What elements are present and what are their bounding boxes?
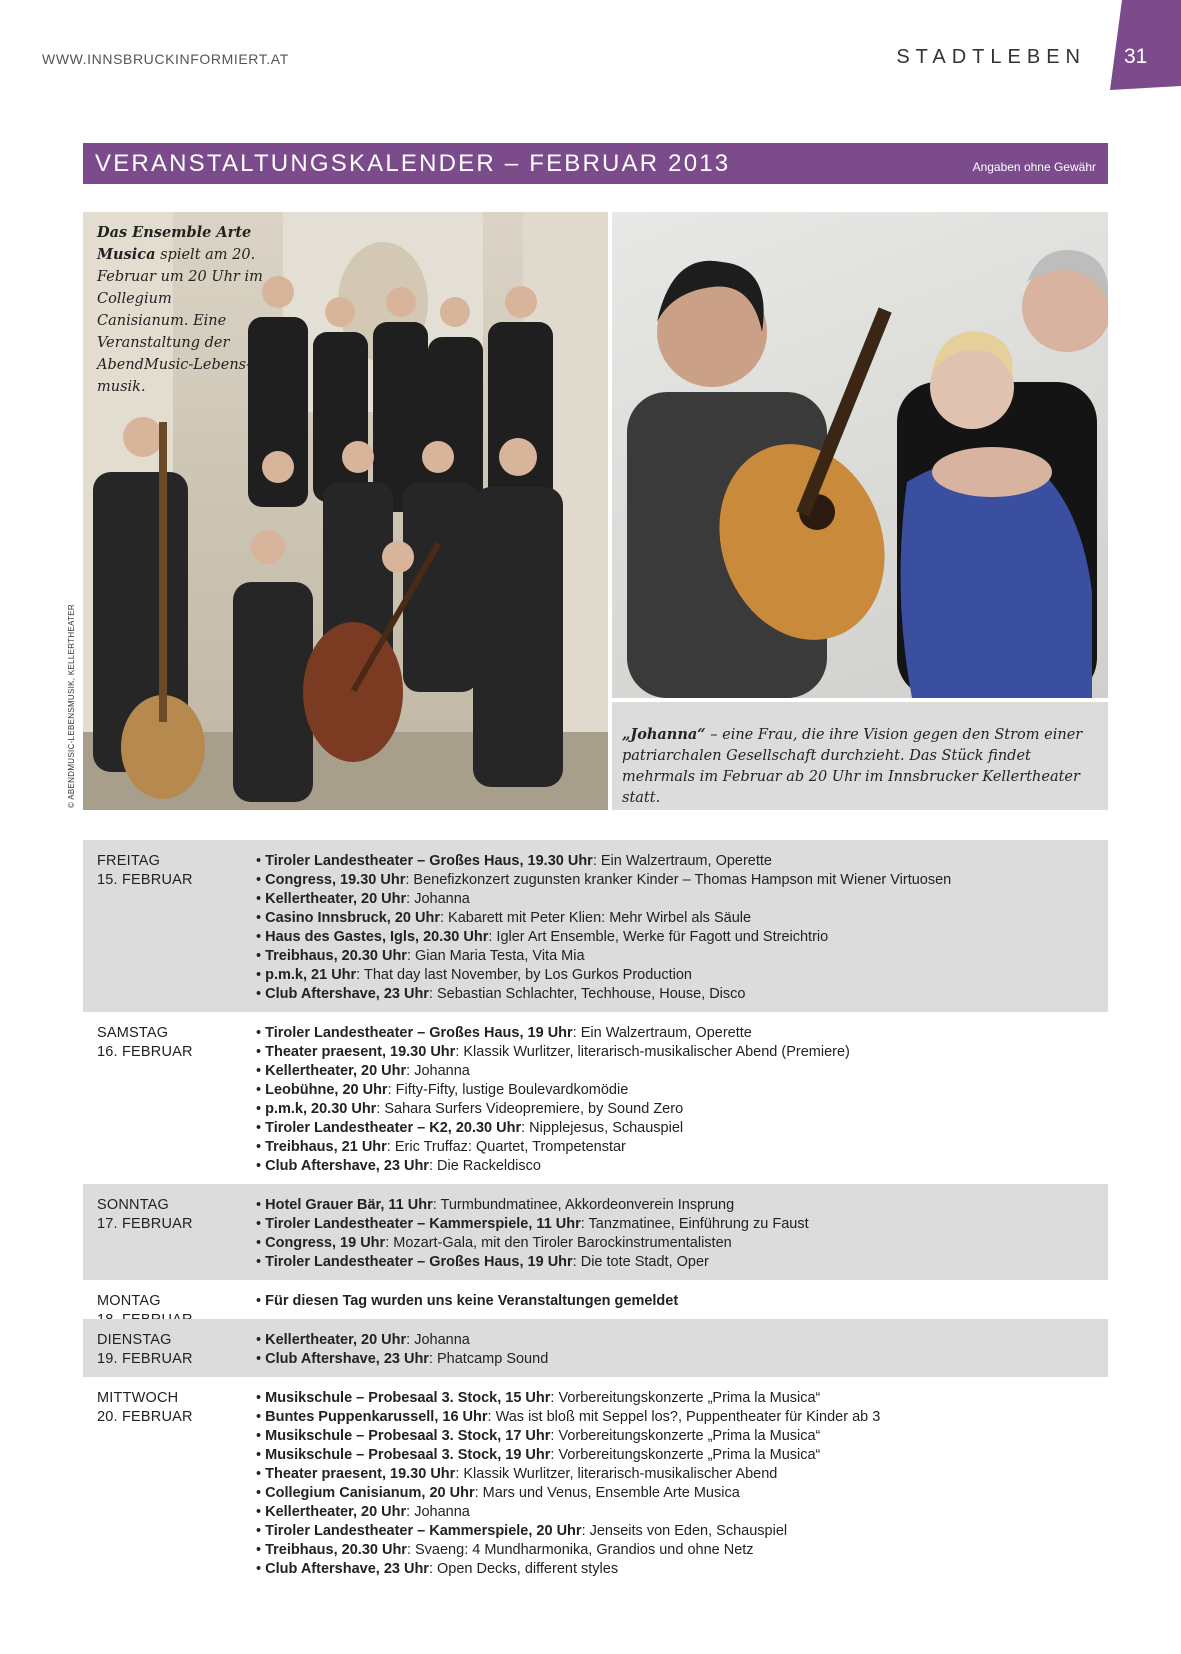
event-detail: : Igler Art Ensemble, Werke für Fagott und Streichtrio	[488, 929, 829, 945]
event-item	[256, 966, 1108, 985]
event-item	[256, 852, 1108, 871]
event-list	[256, 1292, 1108, 1311]
event-item	[256, 1331, 1108, 1350]
event-item	[256, 1234, 1108, 1253]
event-item	[256, 1062, 1108, 1081]
event-detail: : Open Decks, different styles	[428, 1561, 619, 1577]
event-detail: : Phatcamp Sound	[428, 1351, 549, 1367]
event-detail: : Vorbereitungskonzerte „Prima la Musica“	[550, 1390, 821, 1406]
event-item	[256, 1503, 1108, 1522]
event-item	[256, 947, 1108, 966]
section-name: STADTLEBEN	[896, 46, 1086, 68]
photo-credit: © ABENDMUSIC-LEBENSMUSIK, KELLERTHEATER	[67, 603, 76, 808]
event-venue-time: Tiroler Landestheater – Großes Haus, 19 Uhr	[265, 1025, 573, 1041]
event-item	[256, 1484, 1108, 1503]
page-number: 31	[1124, 45, 1148, 68]
event-detail: : Eric Truffaz: Quartet, Trompetenstar	[386, 1139, 626, 1155]
event-venue-time: Club Aftershave, 23 Uhr	[265, 1561, 429, 1577]
event-venue-time: Für diesen Tag wurden uns keine Veranstaltungen gemeldet	[265, 1293, 679, 1309]
event-calendar	[83, 840, 1108, 1587]
day-label	[97, 1196, 237, 1234]
day-date: 20. FEBRUAR	[97, 1409, 193, 1425]
event-venue-time: Kellertheater, 20 Uhr	[265, 891, 407, 907]
event-item	[256, 1541, 1108, 1560]
day-label	[97, 852, 237, 890]
event-detail: : Svaeng: 4 Mundharmonika, Grandios und ohne Netz	[406, 1542, 754, 1558]
event-detail: : Johanna	[406, 891, 470, 907]
day-row	[83, 1280, 1108, 1319]
event-item	[256, 1138, 1108, 1157]
day-row	[83, 1184, 1108, 1280]
event-item	[256, 1292, 1108, 1311]
day-date: 15. FEBRUAR	[97, 872, 193, 888]
event-venue-time: Treibhaus, 21 Uhr	[265, 1139, 387, 1155]
event-detail: : Turmbundmatinee, Akkordeonverein Insprung	[432, 1197, 735, 1213]
event-venue-time: Leobühne, 20 Uhr	[265, 1082, 388, 1098]
johanna-caption-text: – eine Frau, die ihre Vision gegen den Strom einer patriarchalen Gesellschaft durchzieht. Das Stück findet mehrmals im Februar ab 20 Uhr im Innsbrucker Kellertheater statt.	[622, 727, 1083, 806]
event-venue-time: Tiroler Landestheater – Kammerspiele, 11 Uhr	[265, 1216, 581, 1232]
event-venue-time: Musikschule – Probesaal 3. Stock, 17 Uhr	[265, 1428, 551, 1444]
event-venue-time: Club Aftershave, 23 Uhr	[265, 1351, 429, 1367]
event-item	[256, 1215, 1108, 1234]
event-venue-time: Kellertheater, 20 Uhr	[265, 1063, 407, 1079]
event-list	[256, 1196, 1108, 1272]
day-row	[83, 1319, 1108, 1377]
day-row	[83, 840, 1108, 1012]
event-list	[256, 1389, 1108, 1579]
event-detail: : Fifty-Fifty, lustige Boulevardkomödie	[387, 1082, 629, 1098]
johanna-caption-box	[612, 702, 1108, 810]
event-item	[256, 1465, 1108, 1484]
event-detail: : Gian Maria Testa, Vita Mia	[406, 948, 585, 964]
event-venue-time: Tiroler Landestheater – K2, 20.30 Uhr	[265, 1120, 522, 1136]
event-item	[256, 1389, 1108, 1408]
event-item	[256, 1446, 1108, 1465]
johanna-photo-caption	[622, 724, 1102, 809]
event-item	[256, 1253, 1108, 1272]
ensemble-photo-caption	[97, 222, 267, 398]
day-weekday: SONNTAG	[97, 1197, 170, 1213]
event-detail: : Jenseits von Eden, Schauspiel	[581, 1523, 788, 1539]
event-venue-time: Club Aftershave, 23 Uhr	[265, 1158, 429, 1174]
event-item	[256, 1560, 1108, 1579]
event-detail: : Mars und Venus, Ensemble Arte Musica	[474, 1485, 740, 1501]
event-item	[256, 1350, 1108, 1369]
event-detail: : Benefizkonzert zugunsten kranker Kinder – Thomas Hampson mit Wiener Virtuosen	[405, 872, 952, 888]
event-detail: : Vorbereitungskonzerte „Prima la Musica“	[550, 1428, 821, 1444]
event-item	[256, 1522, 1108, 1541]
event-venue-time: p.m.k, 21 Uhr	[265, 967, 357, 983]
event-list	[256, 1331, 1108, 1369]
event-item	[256, 1119, 1108, 1138]
event-item	[256, 1157, 1108, 1176]
event-detail: : Nipplejesus, Schauspiel	[521, 1120, 684, 1136]
event-detail: : Johanna	[406, 1332, 470, 1348]
event-list	[256, 1024, 1108, 1176]
event-venue-time: Casino Innsbruck, 20 Uhr	[265, 910, 440, 926]
event-detail: : Vorbereitungskonzerte „Prima la Musica“	[550, 1447, 821, 1463]
ensemble-caption-bold: Das Ensemble Arte Musica	[97, 224, 252, 263]
event-detail: : Ein Walzertraum, Operette	[572, 1025, 752, 1041]
event-detail: : Die tote Stadt, Oper	[572, 1254, 709, 1270]
event-venue-time: Congress, 19.30 Uhr	[265, 872, 406, 888]
day-weekday: MITTWOCH	[97, 1390, 179, 1406]
day-weekday: FREITAG	[97, 853, 161, 869]
event-item	[256, 1196, 1108, 1215]
event-item	[256, 1024, 1108, 1043]
event-detail: : Was ist bloß mit Seppel los?, Puppentheater für Kinder ab 3	[487, 1409, 881, 1425]
day-label	[97, 1389, 237, 1427]
day-date: 19. FEBRUAR	[97, 1351, 193, 1367]
event-detail: : Johanna	[406, 1063, 470, 1079]
event-venue-time: Haus des Gastes, Igls, 20.30 Uhr	[265, 929, 489, 945]
day-weekday: SAMSTAG	[97, 1025, 169, 1041]
event-venue-time: Tiroler Landestheater – Großes Haus, 19.30 Uhr	[265, 853, 593, 869]
event-detail: : That day last November, by Los Gurkos Production	[356, 967, 692, 983]
event-item	[256, 909, 1108, 928]
calendar-title: VERANSTALTUNGSKALENDER – FEBRUAR 2013	[95, 150, 731, 177]
day-date: 16. FEBRUAR	[97, 1044, 193, 1060]
event-item	[256, 1408, 1108, 1427]
event-detail: : Kabarett mit Peter Klien: Mehr Wirbel als Säule	[439, 910, 752, 926]
event-venue-time: Kellertheater, 20 Uhr	[265, 1332, 407, 1348]
event-item	[256, 928, 1108, 947]
event-item	[256, 1427, 1108, 1446]
event-venue-time: Congress, 19 Uhr	[265, 1235, 386, 1251]
johanna-photo	[612, 212, 1108, 698]
event-item	[256, 890, 1108, 909]
event-detail: : Ein Walzertraum, Operette	[592, 853, 772, 869]
event-detail: : Sebastian Schlachter, Techhouse, House, Disco	[428, 986, 746, 1002]
event-detail: : Klassik Wurlitzer, literarisch-musikalischer Abend	[455, 1466, 778, 1482]
event-item	[256, 1081, 1108, 1100]
event-detail: : Sahara Surfers Videopremiere, by Sound Zero	[376, 1101, 684, 1117]
event-item	[256, 871, 1108, 890]
event-venue-time: Tiroler Landestheater – Kammerspiele, 20 Uhr	[265, 1523, 582, 1539]
day-row	[83, 1012, 1108, 1184]
event-detail: : Mozart-Gala, mit den Tiroler Barockinstrumentalisten	[385, 1235, 732, 1251]
event-detail: : Johanna	[406, 1504, 470, 1520]
event-venue-time: Treibhaus, 20.30 Uhr	[265, 1542, 407, 1558]
day-weekday: MONTAG	[97, 1293, 161, 1309]
johanna-caption-bold: „Johanna“	[622, 726, 706, 743]
event-list	[256, 852, 1108, 1004]
event-venue-time: Collegium Canisianum, 20 Uhr	[265, 1485, 475, 1501]
event-venue-time: Theater praesent, 19.30 Uhr	[265, 1466, 456, 1482]
event-item	[256, 985, 1108, 1004]
event-venue-time: Tiroler Landestheater – Großes Haus, 19 Uhr	[265, 1254, 573, 1270]
event-venue-time: Kellertheater, 20 Uhr	[265, 1504, 407, 1520]
event-venue-time: Theater praesent, 19.30 Uhr	[265, 1044, 456, 1060]
event-detail: : Die Rackeldisco	[428, 1158, 541, 1174]
day-weekday: DIENSTAG	[97, 1332, 172, 1348]
calendar-title-bar	[83, 143, 1108, 184]
event-detail: : Tanzmatinee, Einführung zu Faust	[580, 1216, 809, 1232]
day-date: 17. FEBRUAR	[97, 1216, 193, 1232]
disclaimer-note: Angaben ohne Gewähr	[972, 160, 1096, 174]
event-venue-time: Buntes Puppenkarussell, 16 Uhr	[265, 1409, 488, 1425]
day-row	[83, 1377, 1108, 1587]
event-venue-time: Musikschule – Probesaal 3. Stock, 19 Uhr	[265, 1447, 551, 1463]
ensemble-caption-text: spielt am 20. Februar um 20 Uhr im Collegium Canisianum. Eine Veranstaltung der AbendMusic-Lebens-musik.	[97, 247, 263, 395]
site-url[interactable]: WWW.INNSBRUCKINFORMIERT.AT	[42, 51, 289, 67]
event-detail: : Klassik Wurlitzer, literarisch-musikalischer Abend (Premiere)	[455, 1044, 850, 1060]
event-venue-time: Hotel Grauer Bär, 11 Uhr	[265, 1197, 433, 1213]
day-label	[97, 1024, 237, 1062]
event-venue-time: Club Aftershave, 23 Uhr	[265, 986, 429, 1002]
event-venue-time: Musikschule – Probesaal 3. Stock, 15 Uhr	[265, 1390, 551, 1406]
event-venue-time: p.m.k, 20.30 Uhr	[265, 1101, 377, 1117]
event-item	[256, 1043, 1108, 1062]
day-label	[97, 1331, 237, 1369]
event-item	[256, 1100, 1108, 1119]
event-venue-time: Treibhaus, 20.30 Uhr	[265, 948, 407, 964]
